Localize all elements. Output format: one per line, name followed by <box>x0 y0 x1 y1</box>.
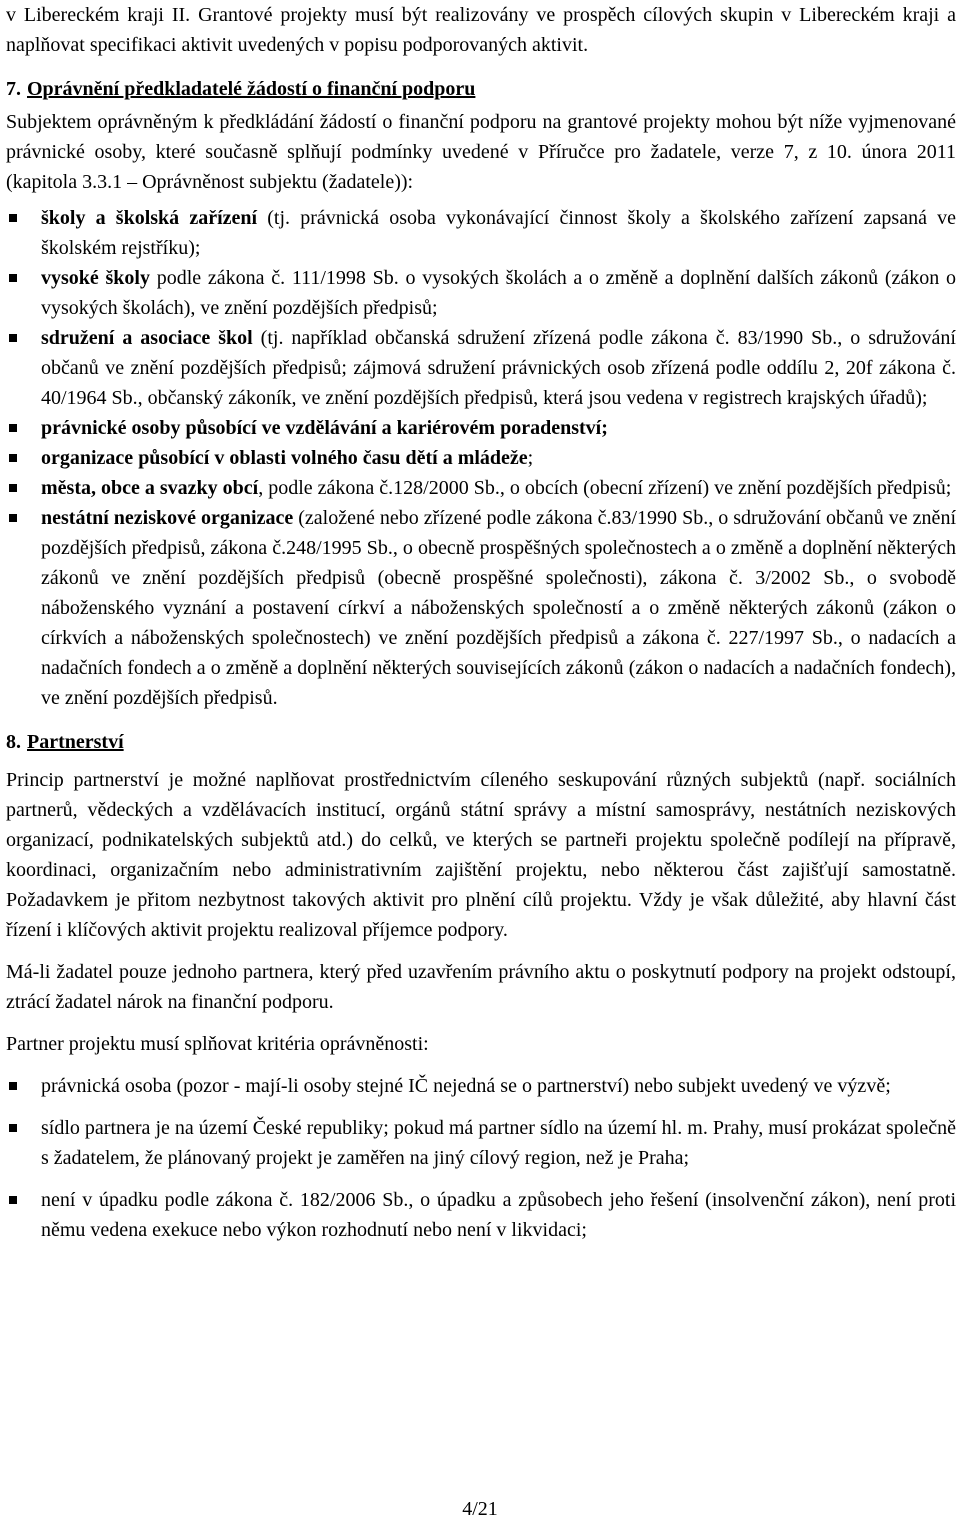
section-7-heading <box>6 74 956 104</box>
partnership-paragraph-3: Partner projektu musí splňovat kritéria oprávněnosti: <box>6 1033 429 1055</box>
document-page <box>6 0 956 1257</box>
list-item: právnické osoby působící ve vzdělávání a kariérovém poradenství; <box>6 413 956 443</box>
list-item: školy a školská zařízení (tj. právnická osoba vykonávající činnost školy a školského zařízení zapsaná ve školském rejstříku); <box>6 203 956 263</box>
list-item: není v úpadku podle zákona č. 182/2006 Sb., o úpadku a způsobech jeho řešení (insolvenční zákon), není proti němu vedena exekuce nebo výkon rozhodnutí nebo není v likvidaci; <box>6 1185 956 1245</box>
intro-paragraph: v Libereckém kraji II. Grantové projekty musí být realizovány ve prospěch cílových skupin v Libereckém kraji a naplňovat specifikaci aktivit uvedených v popisu podporovaných aktivit. <box>6 4 956 56</box>
section-8-heading <box>6 727 956 757</box>
partnership-paragraph-2: Má-li žadatel pouze jednoho partnera, který před uzavřením právního aktu o poskytnutí podpory na projekt odstoupí, ztrácí žadatel nárok na finanční podporu. <box>6 961 956 1013</box>
section-7-title: Oprávnění předkladatelé žádostí o finanční podporu <box>27 78 476 100</box>
list-item: nestátní neziskové organizace (založené nebo zřízené podle zákona č.83/1990 Sb., o sdružování občanů ve znění pozdějších předpisů, zákona č.248/1995 Sb., o obecně prospěšných společnostech a o změně a doplnění některých zákonů ve znění pozdějších předpisů (obecně prospěšné společnosti), zákona č. 3/2002 Sb., o svobodě náboženského vyznání a postavení církví a náboženských společností a o změně některých zákonů (zákon o církvích a náboženských společnostech) ve znění pozdějších předpisů a zákona č. 227/1997 Sb., o nadacích a nadačních fondech a o změně a doplnění některých souvisejících zákonů (zákon o nadacích a nadačních fondech), ve znění pozdějších předpisů. <box>6 503 956 713</box>
page-number: 4/21 <box>462 1498 498 1520</box>
list-item: sídlo partnera je na území České republiky; pokud má partner sídlo na území hl. m. Prahy, musí prokázat společně s žadatelem, že plánovaný projekt je zaměřen na jiný cílový region, než je Praha; <box>6 1113 956 1173</box>
list-item: vysoké školy podle zákona č. 111/1998 Sb. o vysokých školách a o změně a doplnění dalších zákonů (zákon o vysokých školách), ve znění pozdějších předpisů; <box>6 263 956 323</box>
partnership-paragraph-1: Princip partnerství je možné naplňovat prostřednictvím cíleného seskupování různých subjektů (např. sociálních partnerů, vědeckých a vzdělávacích institucí, orgánů státní správy a místní samosprávy, nestátních neziskových organizací, podnikatelských subjektů atd.) do celků, ve kterých se partneři projektu společně podílejí na přípravě, koordinaci, organizačním nebo administrativním zajištění projektu, nebo některou část zajišťují samostatně. Požadavkem je přitom nezbytnost takových aktivit pro plnění cílů projektu. Vždy je však důležité, aby hlavní část řízení i klíčových aktivit projektu realizoval příjemce podpory. <box>6 769 956 941</box>
section-7-lead: Subjektem oprávněným k předkládání žádostí o finanční podporu na grantové projekty mohou být níže vyjmenované právnické osoby, které současně splňují podmínky uvedené v Příručce pro žadatele, verze 7, z 10. února 2011 (kapitola 3.3.1 – Oprávněnost subjektu (žadatele)): <box>6 111 956 193</box>
list-item: sdružení a asociace škol (tj. například občanská sdružení zřízená podle zákona č. 83/1990 Sb., o sdružování občanů ve znění pozdějších předpisů; zájmová sdružení právnických osob zřízená podle oddílu 2, 20f zákona č. 40/1964 Sb., občanský zákoník, ve znění pozdějších předpisů, která jsou vedena v registrech krajských úřadů); <box>6 323 956 413</box>
list-item: města, obce a svazky obcí, podle zákona č.128/2000 Sb., o obcích (obecní zřízení) ve znění pozdějších předpisů; <box>6 473 956 503</box>
partner-criteria-list <box>6 1071 956 1245</box>
section-8-title: Partnerství <box>27 731 124 753</box>
section-8-number: 8. <box>6 731 21 753</box>
list-item: právnická osoba (pozor - mají-li osoby stejné IČ nejedná se o partnerství) nebo subjekt uvedený ve výzvě; <box>6 1071 956 1101</box>
list-item: organizace působící v oblasti volného času dětí a mládeže; <box>6 443 956 473</box>
section-7-number: 7. <box>6 78 21 100</box>
eligible-applicants-list <box>6 203 956 713</box>
